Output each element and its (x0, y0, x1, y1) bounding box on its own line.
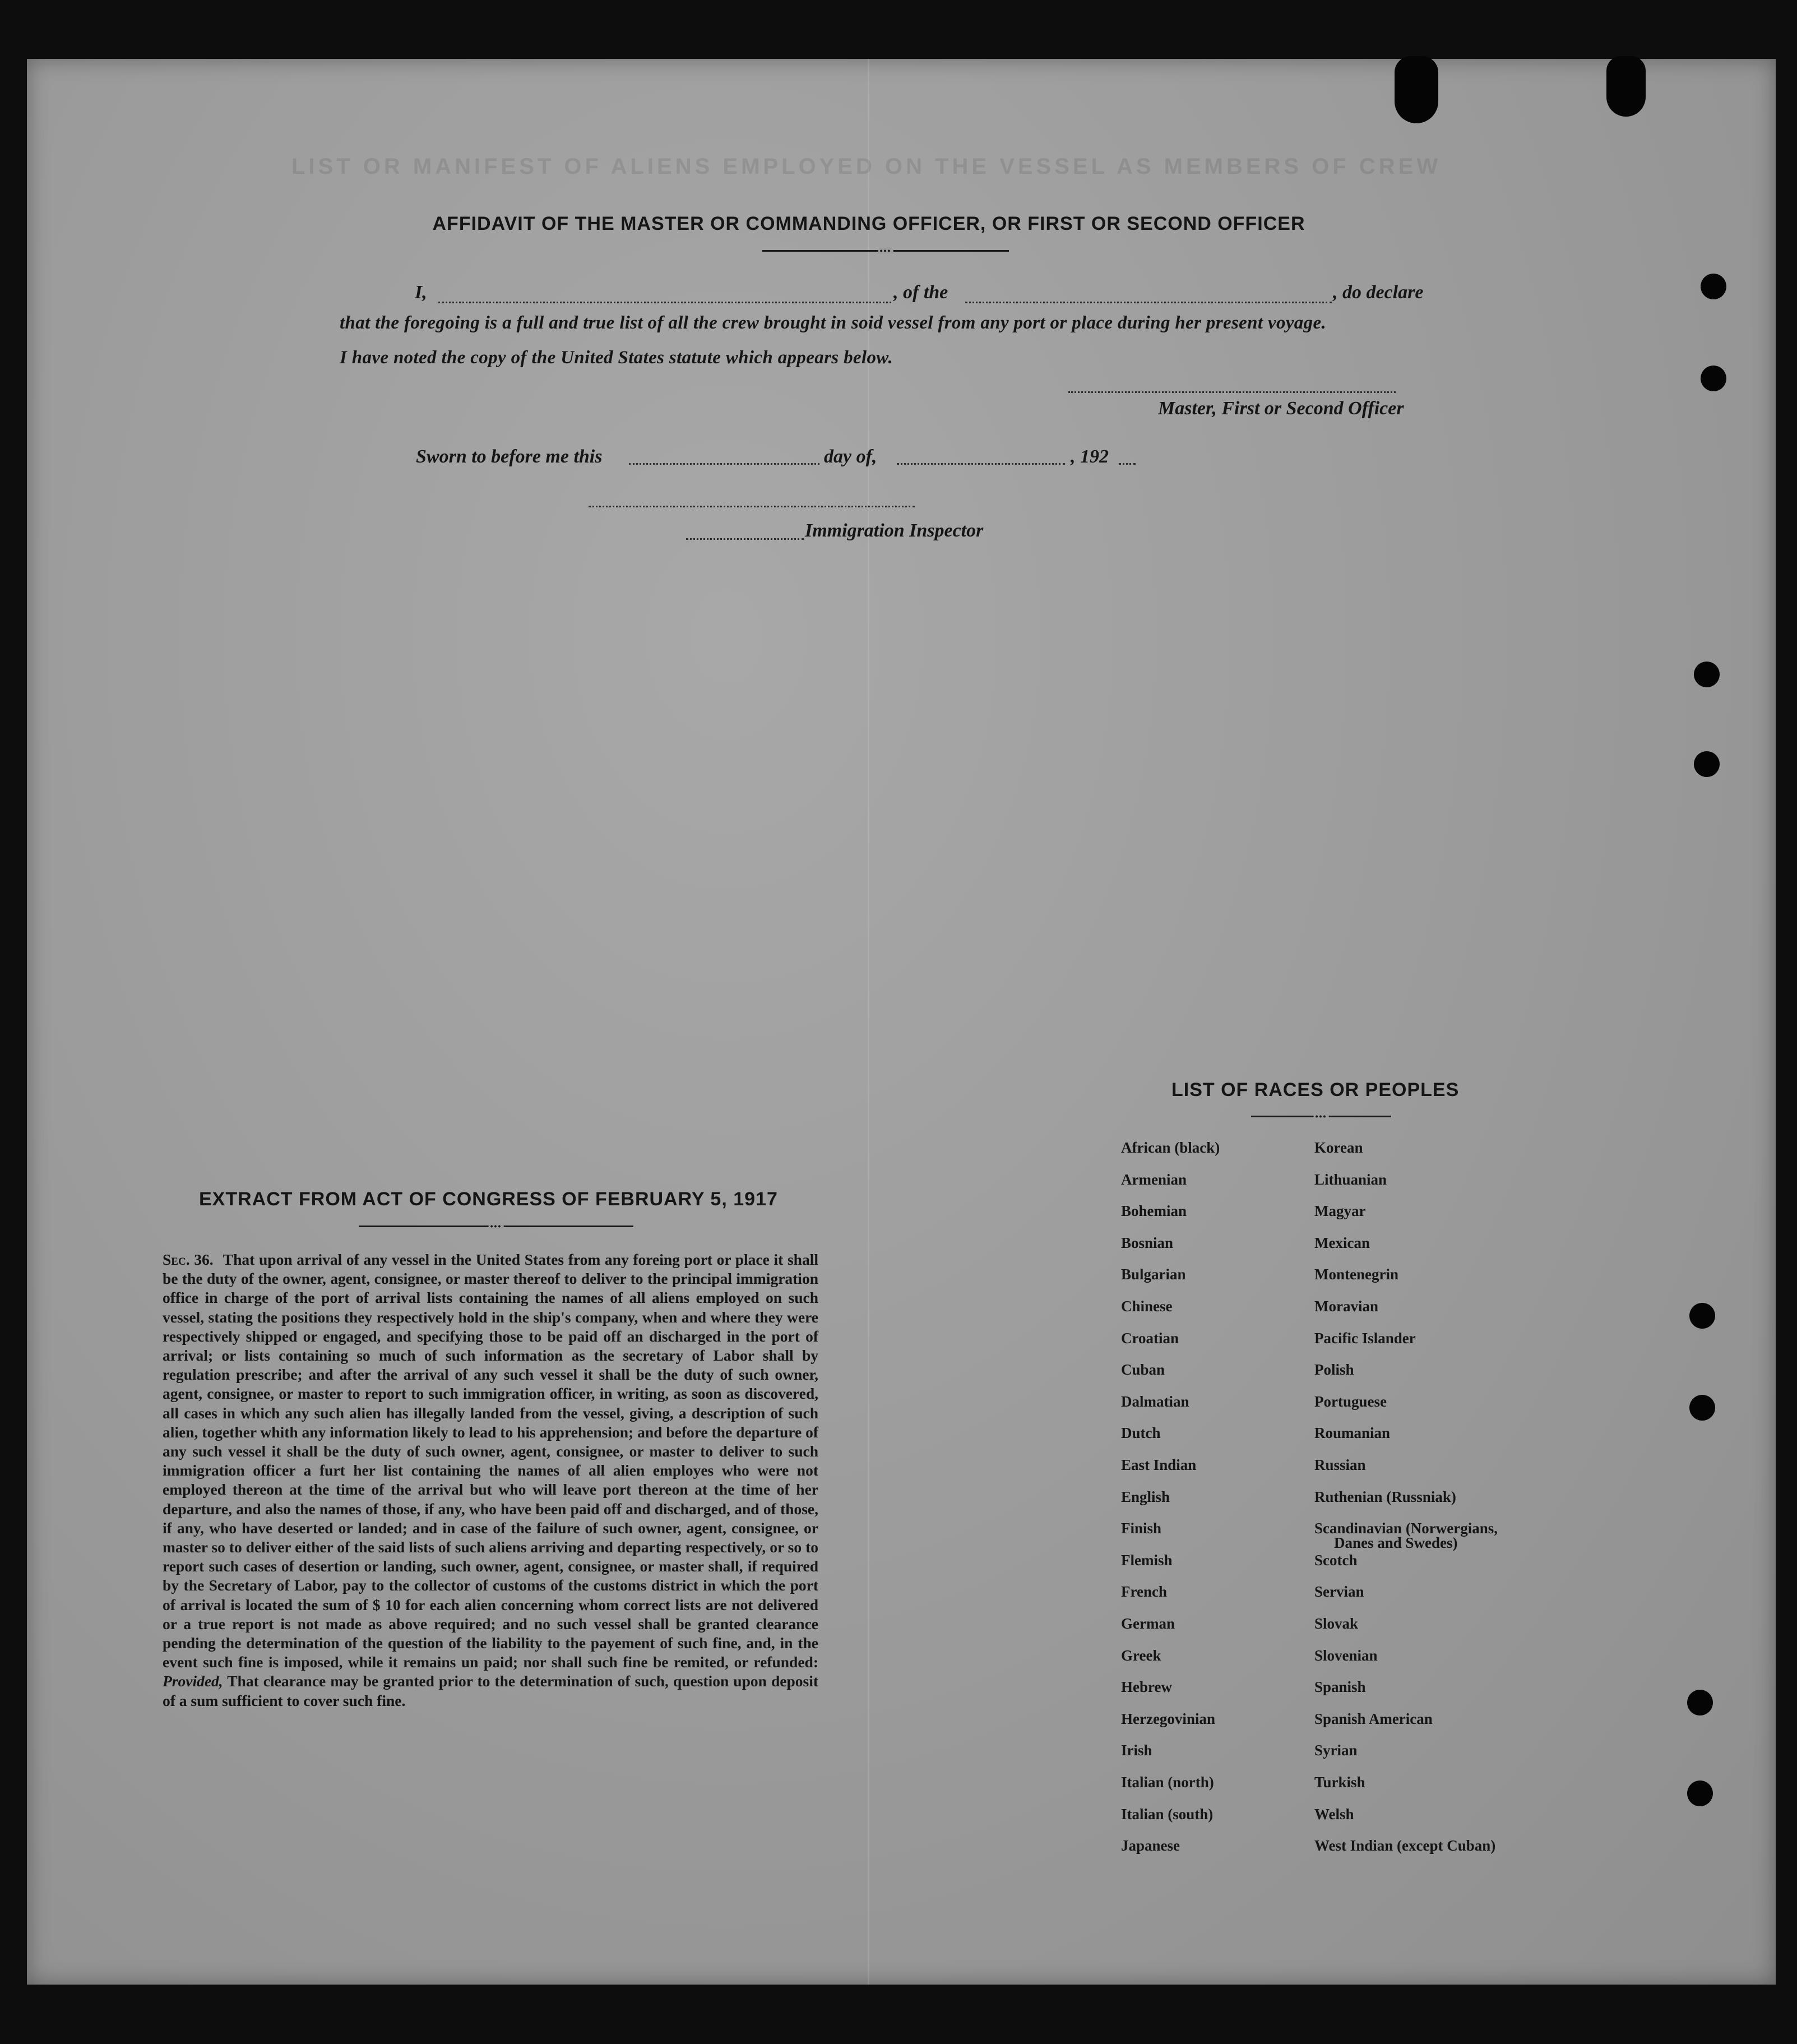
inspector-label: Immigration Inspector (805, 520, 984, 541)
bleed-through-header: LIST OR MANIFEST OF ALIENS EMPLOYED ON THE VESSEL AS MEMBERS OF CREW (291, 154, 1442, 179)
inspector-name-blank (686, 538, 804, 540)
punch-hole (1687, 1690, 1713, 1715)
extract-title: EXTRACT FROM ACT OF CONGRESS OF FEBRUARY 5, 1917 (199, 1189, 778, 1210)
race-item: Scandinavian (Norwergians, (1314, 1520, 1498, 1537)
race-item: Croatian (1121, 1329, 1179, 1347)
race-item: Montenegrin (1314, 1266, 1398, 1283)
race-item: Roumanian (1314, 1425, 1391, 1442)
race-item: Chinese (1121, 1298, 1173, 1315)
punch-hole (1689, 1303, 1715, 1329)
master-signature-blank (1068, 391, 1396, 393)
race-item: Dalmatian (1121, 1393, 1189, 1410)
race-item: Scotch (1314, 1551, 1358, 1569)
race-item: Korean (1314, 1139, 1363, 1156)
race-item: Dutch (1121, 1425, 1161, 1442)
race-item: Russian (1314, 1456, 1366, 1473)
sworn-year-blank (1119, 463, 1136, 465)
races-title: LIST OF RACES OR PEOPLES (1171, 1079, 1460, 1100)
race-item: Ruthenian (Russniak) (1314, 1488, 1456, 1505)
day-of-label: day of, (824, 446, 877, 467)
race-item: Japanese (1121, 1837, 1180, 1855)
race-item: Slovenian (1314, 1647, 1378, 1664)
punch-hole (1701, 274, 1726, 299)
race-item: Flemish (1121, 1551, 1173, 1569)
race-item: Bohemian (1121, 1203, 1187, 1220)
race-item: Finish (1121, 1520, 1162, 1537)
race-item: Slovak (1314, 1615, 1359, 1632)
race-item: East Indian (1121, 1456, 1197, 1473)
extract-rule: ••• (359, 1226, 633, 1227)
race-item: Servian (1314, 1583, 1364, 1601)
of-the-label: , of the (893, 282, 948, 303)
do-declare-label: , do declare (1333, 282, 1424, 303)
binder-clip-left (1395, 56, 1438, 123)
master-signature-label: Master, First or Second Officer (1158, 398, 1404, 419)
race-item: English (1121, 1488, 1170, 1505)
punch-hole (1694, 662, 1720, 687)
race-item: Italian (south) (1121, 1805, 1214, 1823)
races-rule: ••• (1251, 1116, 1391, 1117)
race-item: Bulgarian (1121, 1266, 1186, 1283)
race-item: French (1121, 1583, 1167, 1601)
race-item: Armenian (1121, 1171, 1187, 1188)
sworn-day-blank (629, 463, 819, 465)
race-item: Syrian (1314, 1742, 1358, 1759)
race-item: Moravian (1314, 1298, 1378, 1315)
inspector-signature-blank (589, 506, 915, 507)
year-label: , 192 (1071, 446, 1109, 467)
race-item: Bosnian (1121, 1234, 1174, 1251)
race-item: Lithuanian (1314, 1171, 1387, 1188)
punch-hole (1689, 1395, 1715, 1421)
race-item: Magyar (1314, 1203, 1366, 1220)
race-item: Cuban (1121, 1361, 1165, 1379)
declarant-label: I, (415, 282, 427, 303)
punch-hole (1701, 366, 1726, 391)
declarant-name-blank (438, 302, 891, 303)
race-item: Danes and Swedes) (1334, 1534, 1458, 1552)
race-item: Hebrew (1121, 1678, 1172, 1696)
race-item: Spanish American (1314, 1710, 1433, 1727)
provided-clause: Provided, (163, 1672, 223, 1690)
punch-hole (1687, 1781, 1713, 1806)
section-number: Sec. 36. (163, 1251, 214, 1268)
race-item: German (1121, 1615, 1175, 1632)
declaration-line-1: that the foregoing is a full and true list of all the crew brought in soid vessel from any port or place during her present voyage. (340, 313, 1327, 333)
punch-hole (1694, 751, 1720, 777)
declaration-line-2: I have noted the copy of the United States statute which appears below. (340, 348, 893, 368)
race-item: Spanish (1314, 1678, 1366, 1696)
race-item: Pacific Islander (1314, 1329, 1416, 1347)
race-item: Turkish (1314, 1774, 1365, 1791)
statute-body-2: That clearance may be granted prior to the determination of such, question upon deposit of a sum sufficient to cover such fine. (163, 1672, 818, 1709)
sworn-month-blank (897, 463, 1065, 465)
vessel-name-blank (965, 302, 1332, 303)
statute-body-1: That upon arrival of any vessel in the United States from any foreing port or place it shall be the duty of the owner, agent, consignee, or master thereof to deliver to the principal immigration office in charge of the port of arrival lists containing the names of all aliens employed on such vessel, stating the positions they respectively hold in the ship's company, when and where they were respectively shipped or engaged, and specifying those to be paid off an discharged in the port of arrival; or lists containing so much of such information as the secretary of Labor shall by regulation prescribe; and after the arrival of any such vessel it shall be the duty of such owner, agent, consignee, or master to report to such immigration officer, in writing, as soon as discovered, all cases in which any such alien has illegally landed from the vessel, giving, a description of such alien, together whith any information likely to lead to his apprehension; and before the departure of any such vessel it shall be the duty of such owner, agent, consignee, or master to deliver to such immigration officer a furt her list containing the names of all alien employes who were not employed thereon at the time of the arrival but who will leave port thereon at the time of her departure, and also the names of those, if any, who have been paid off and discharged, and of those, if any, who have deserted or landed; and in case of the failure of such owner, agent, consignee, or master so to deliver either of the said lists of such aliens arriving and departing respectively, or so to report such cases of desertion or landing, such owner, agent, consignee, or master shall, if required by the Secretary of Labor, pay to the collector of customs of the customs district in which the port of arrival is located the sum of $ 10 for each alien concerning whom correct lists are not delivered or a true report is not made as above required; and no such vessel shall be granted clearance pending the determination of the question of the liability to the payement of such fine, and, in the event such fine is imposed, while it remains un paid; nor shall such fine be remited, or refunded: (163, 1251, 818, 1671)
binder-clip-right (1606, 56, 1646, 117)
race-item: Mexican (1314, 1234, 1370, 1251)
statute-text (163, 1250, 818, 1710)
race-item: Welsh (1314, 1805, 1354, 1823)
race-item: Greek (1121, 1647, 1161, 1664)
race-item: Polish (1314, 1361, 1354, 1379)
race-item: Irish (1121, 1742, 1152, 1759)
race-item: West Indian (except Cuban) (1314, 1837, 1496, 1855)
race-item: African (black) (1121, 1139, 1220, 1156)
race-item: Italian (north) (1121, 1774, 1214, 1791)
race-item: Portuguese (1314, 1393, 1387, 1410)
affidavit-title: AFFIDAVIT OF THE MASTER OR COMMANDING OFFICER, OR FIRST OR SECOND OFFICER (432, 213, 1305, 234)
affidavit-rule: ••• (762, 250, 1009, 252)
sworn-label: Sworn to before me this (416, 446, 603, 467)
race-item: Herzegovinian (1121, 1710, 1215, 1727)
